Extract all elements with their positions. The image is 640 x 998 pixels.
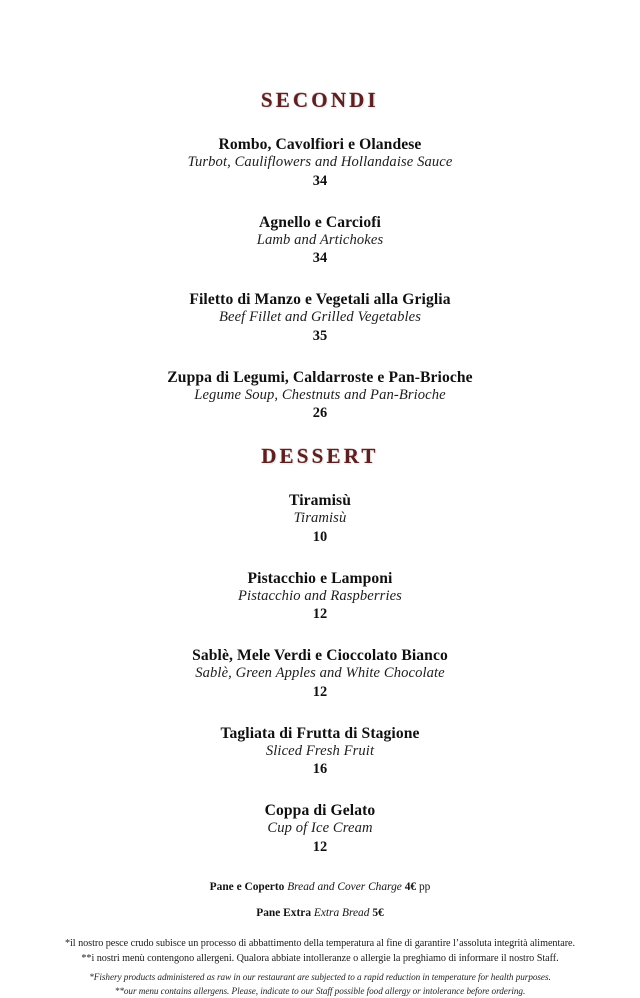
menu-item <box>20 213 620 268</box>
dish-price: 12 <box>312 606 328 623</box>
dish-translation: Cup of Ice Cream <box>267 820 373 837</box>
menu-item <box>20 646 620 701</box>
menu-item <box>20 491 620 546</box>
dish-translation: Lamb and Artichokes <box>256 231 384 248</box>
section-heading-dessert: DESSERT <box>261 444 379 469</box>
charge-label-english: Bread and Cover Charge <box>287 880 402 893</box>
charge-unit: pp <box>418 880 431 893</box>
dish-list-dessert <box>20 491 620 856</box>
dish-name: Agnello e Carciofi <box>259 213 381 231</box>
menu-item <box>20 801 620 856</box>
dish-name: Tagliata di Frutta di Stagione <box>220 724 420 742</box>
footnote-italian: *il nostro pesce crudo subisce un processo di abbattimento della temperatura al fine di garantire l’assoluta integrità alimentare. <box>64 938 576 950</box>
dish-list-secondi <box>20 135 620 422</box>
footnote-english: **our menu contains allergens. Please, indicate to our Staff possible food allergy or intolerance before ordering. <box>114 985 526 996</box>
footnote-italian: **i nostri menù contengono allergeni. Qualora abbiate intolleranze o allergie la preghiamo di informare il nostro Staff. <box>81 953 559 965</box>
dish-name: Pistacchio e Lamponi <box>247 569 393 587</box>
menu-item <box>20 569 620 624</box>
dish-name: Tiramisù <box>288 492 352 510</box>
footnotes-section <box>20 937 620 998</box>
menu-item <box>20 368 620 423</box>
dish-price: 34 <box>312 250 328 267</box>
dish-name: Rombo, Cavolfiori e Olandese <box>218 136 422 153</box>
dish-name: Sablè, Mele Verdi e Cioccolato Bianco <box>192 647 448 665</box>
charge-label-italian: Pane Extra <box>256 907 312 920</box>
dish-translation: Tiramisù <box>293 510 347 527</box>
dish-name: Coppa di Gelato <box>264 802 376 820</box>
section-heading-secondi: SECONDI <box>260 88 380 112</box>
dish-price: 16 <box>312 761 328 778</box>
dish-price: 35 <box>312 327 328 344</box>
dish-price: 10 <box>312 528 328 545</box>
charge-label-english: Extra Bread <box>313 907 370 920</box>
menu-item <box>20 135 620 190</box>
dish-name: Zuppa di Legumi, Caldarroste e Pan-Brioche <box>167 368 473 386</box>
menu-item <box>20 724 620 779</box>
dish-price: 34 <box>312 172 328 189</box>
charge-row <box>20 880 620 895</box>
charges-section <box>20 880 620 922</box>
charge-label-italian: Pane e Coperto <box>209 880 285 893</box>
dish-translation: Pistacchio and Raspberries <box>238 587 402 604</box>
dish-translation: Sliced Fresh Fruit <box>265 742 375 759</box>
charge-row <box>20 906 620 921</box>
dish-price: 26 <box>312 405 328 422</box>
charge-price: 5€ <box>372 907 384 920</box>
footnote-english: *Fishery products administered as raw in our restaurant are subjected to a rapid reduction in temperature for health purposes. <box>89 971 551 982</box>
charge-price: 4€ <box>404 880 417 893</box>
dish-name: Filetto di Manzo e Vegetali alla Griglia <box>189 291 451 309</box>
dish-translation: Beef Fillet and Grilled Vegetables <box>219 309 421 326</box>
dish-translation: Turbot, Cauliflowers and Hollandaise Sauce <box>187 154 453 171</box>
dish-price: 12 <box>312 683 328 700</box>
menu-item <box>20 290 620 345</box>
dish-translation: Sablè, Green Apples and White Chocolate <box>195 665 445 682</box>
dish-price: 12 <box>312 838 328 855</box>
dish-translation: Legume Soup, Chestnuts and Pan-Brioche <box>194 386 446 403</box>
